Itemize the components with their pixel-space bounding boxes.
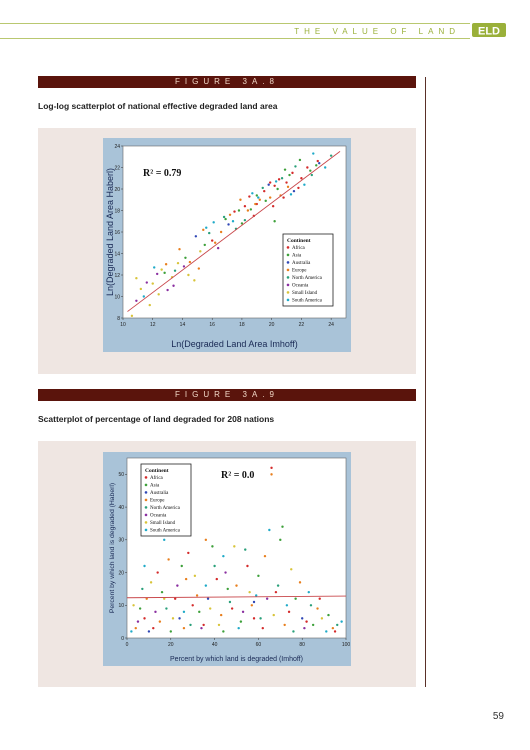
data-point: [220, 614, 222, 616]
data-point: [193, 279, 195, 281]
data-point: [172, 285, 174, 287]
data-point: [336, 624, 338, 626]
x-tick-label: 24: [328, 322, 334, 328]
data-point: [294, 598, 296, 600]
data-point: [205, 227, 207, 229]
data-point: [306, 166, 308, 168]
data-point: [174, 598, 176, 600]
data-point: [286, 604, 288, 606]
y-tick-label: 8: [117, 315, 120, 322]
data-point: [148, 630, 150, 632]
data-point: [239, 199, 241, 201]
legend-marker: [287, 246, 290, 249]
data-point: [276, 188, 278, 190]
data-point: [214, 242, 216, 244]
data-point: [185, 578, 187, 580]
legend-marker: [145, 521, 148, 524]
legend-marker: [145, 529, 148, 532]
data-point: [284, 168, 286, 170]
legend: [283, 234, 333, 306]
legend-item-label: Small Island: [150, 521, 176, 526]
legend-item-label: Europe: [292, 268, 307, 274]
data-point: [167, 558, 169, 560]
data-point: [131, 315, 133, 317]
data-point: [192, 604, 194, 606]
y-tick-label: 20: [114, 186, 120, 193]
data-point: [212, 221, 214, 223]
data-point: [265, 200, 267, 202]
y-tick-label: 0: [121, 635, 124, 642]
data-point: [198, 267, 200, 269]
data-point: [222, 630, 224, 632]
data-point: [213, 565, 215, 567]
data-point: [321, 617, 323, 619]
legend-marker: [287, 269, 290, 272]
data-point: [283, 624, 285, 626]
data-point: [273, 185, 275, 187]
data-point: [315, 164, 317, 166]
data-point: [312, 624, 314, 626]
data-point: [266, 598, 268, 600]
data-point: [153, 266, 155, 268]
legend-item-label: North America: [150, 506, 180, 511]
data-point: [143, 295, 145, 297]
data-point: [184, 257, 186, 259]
data-point: [170, 630, 172, 632]
legend-title: Continent: [287, 238, 311, 244]
figure-label-3a8: FIGURE 3A.8: [38, 76, 416, 88]
legend-marker: [145, 484, 148, 487]
data-point: [202, 229, 204, 231]
scatter-chart-percent: [103, 452, 351, 666]
data-point: [149, 304, 151, 306]
x-tick-label: 100: [341, 642, 351, 648]
data-point: [218, 624, 220, 626]
data-point: [156, 273, 158, 275]
data-point: [251, 604, 253, 606]
data-point: [244, 548, 246, 550]
data-point: [248, 591, 250, 593]
data-point: [160, 268, 162, 270]
data-point: [163, 539, 165, 541]
data-point: [273, 220, 275, 222]
data-point: [268, 529, 270, 531]
data-point: [200, 627, 202, 629]
data-point: [237, 627, 239, 629]
data-point: [292, 630, 294, 632]
legend-marker: [145, 491, 148, 494]
data-point: [259, 617, 261, 619]
data-point: [146, 281, 148, 283]
data-point: [135, 300, 137, 302]
data-point: [209, 607, 211, 609]
data-point: [256, 194, 258, 196]
legend-item-label: Australia: [150, 491, 169, 496]
data-point: [332, 627, 334, 629]
data-point: [288, 611, 290, 613]
data-point: [132, 604, 134, 606]
data-point: [340, 620, 342, 622]
data-point: [238, 209, 240, 211]
eld-logo: [472, 22, 506, 38]
data-point: [317, 160, 319, 162]
data-point: [272, 205, 274, 207]
data-point: [189, 624, 191, 626]
x-tick-label: 18: [239, 322, 245, 328]
data-point: [294, 165, 296, 167]
data-point: [275, 180, 277, 182]
data-point: [262, 627, 264, 629]
y-tick-label: 22: [114, 165, 120, 172]
data-point: [174, 270, 176, 272]
legend-item-label: Oceania: [150, 513, 167, 519]
data-point: [282, 196, 284, 198]
data-point: [301, 617, 303, 619]
data-point: [316, 607, 318, 609]
data-point: [195, 235, 197, 237]
data-point: [198, 611, 200, 613]
data-point: [189, 261, 191, 263]
data-point: [227, 223, 229, 225]
data-point: [299, 159, 301, 161]
legend-item-label: Africa: [292, 246, 305, 251]
data-point: [166, 289, 168, 291]
header-rule-bottom: [0, 38, 470, 39]
data-point: [311, 174, 313, 176]
r-squared-annotation: R² = 0.79: [143, 168, 182, 179]
data-point: [324, 166, 326, 168]
data-point: [247, 209, 249, 211]
margin-rule: [425, 77, 426, 687]
x-tick-label: 40: [211, 642, 218, 648]
data-point: [246, 565, 248, 567]
page-number: 59: [492, 711, 504, 722]
data-point: [269, 196, 271, 198]
legend-item-label: Oceania: [292, 283, 309, 289]
data-point: [235, 584, 237, 586]
data-point: [300, 177, 302, 179]
figure-caption-3a8: Log-log scatterplot of national effective degraded land area: [38, 101, 278, 111]
legend-marker: [287, 254, 290, 257]
data-point: [293, 190, 295, 192]
data-point: [139, 607, 141, 609]
data-point: [199, 250, 201, 252]
data-point: [273, 614, 275, 616]
data-point: [165, 607, 167, 609]
y-tick-label: 40: [118, 504, 124, 511]
y-tick-label: 20: [118, 570, 124, 577]
data-point: [305, 620, 307, 622]
data-point: [232, 220, 234, 222]
data-point: [242, 611, 244, 613]
data-point: [330, 154, 332, 156]
data-point: [253, 601, 255, 603]
x-tick-label: 20: [168, 642, 174, 648]
data-point: [216, 578, 218, 580]
data-point: [143, 617, 145, 619]
legend-marker: [287, 261, 290, 264]
data-point: [177, 262, 179, 264]
data-point: [259, 199, 261, 201]
data-point: [165, 263, 167, 265]
data-point: [278, 178, 280, 180]
data-point: [217, 247, 219, 249]
data-point: [154, 611, 156, 613]
data-point: [327, 614, 329, 616]
data-point: [211, 545, 213, 547]
data-point: [281, 526, 283, 528]
data-point: [202, 624, 204, 626]
data-point: [187, 552, 189, 554]
data-point: [135, 277, 137, 279]
data-point: [253, 617, 255, 619]
data-point: [285, 181, 287, 183]
data-point: [220, 231, 222, 233]
data-point: [303, 627, 305, 629]
data-point: [187, 274, 189, 276]
data-point: [207, 598, 209, 600]
data-point: [233, 545, 235, 547]
figure-caption-3a9: Scatterplot of percentage of land degraded for 208 nations: [38, 414, 275, 424]
data-point: [141, 588, 143, 590]
data-point: [224, 218, 226, 220]
data-point: [290, 568, 292, 570]
data-point: [325, 630, 327, 632]
data-point: [312, 152, 314, 154]
data-point: [157, 293, 159, 295]
data-point: [291, 172, 293, 174]
data-point: [229, 214, 231, 216]
legend-marker: [287, 291, 290, 294]
data-point: [183, 627, 185, 629]
data-point: [251, 192, 253, 194]
data-point: [334, 630, 336, 632]
data-point: [178, 248, 180, 250]
data-point: [137, 620, 139, 622]
header-rule-top: [0, 23, 470, 24]
data-point: [279, 539, 281, 541]
data-point: [178, 617, 180, 619]
x-tick-label: 12: [149, 322, 156, 328]
data-point: [176, 584, 178, 586]
x-tick-label: 0: [125, 642, 129, 648]
data-point: [161, 591, 163, 593]
legend: [141, 464, 191, 536]
data-point: [163, 272, 165, 274]
data-point: [319, 598, 321, 600]
data-point: [275, 591, 277, 593]
data-point: [254, 203, 256, 205]
y-tick-label: 10: [118, 603, 124, 610]
data-point: [270, 467, 272, 469]
data-point: [172, 617, 174, 619]
data-point: [269, 181, 271, 183]
x-axis-label: Ln(Degraded Land Area Imhoff): [171, 339, 298, 349]
x-tick-label: 20: [268, 322, 275, 328]
data-point: [257, 196, 259, 198]
legend-marker: [145, 514, 148, 517]
data-point: [244, 205, 246, 207]
y-tick-label: 12: [114, 272, 120, 279]
legend-item-label: Australia: [292, 261, 311, 266]
data-point: [250, 208, 252, 210]
data-point: [287, 186, 289, 188]
data-point: [229, 601, 231, 603]
y-tick-label: 30: [118, 537, 124, 544]
legend-marker: [287, 284, 290, 287]
data-point: [194, 575, 196, 577]
x-tick-label: 10: [120, 322, 126, 328]
y-tick-label: 50: [118, 472, 124, 479]
legend-item-label: South America: [150, 528, 180, 534]
data-point: [310, 604, 312, 606]
legend-item-label: Asia: [150, 483, 160, 489]
data-point: [318, 162, 320, 164]
y-axis-label: Ln(Degraded Land Area Haberl): [105, 167, 115, 297]
data-point: [281, 177, 283, 179]
data-point: [152, 282, 154, 284]
legend-item-label: South America: [292, 298, 322, 304]
data-point: [264, 555, 266, 557]
data-point: [211, 239, 213, 241]
data-point: [309, 170, 311, 172]
data-point: [205, 584, 207, 586]
y-axis-label: Percent by which land is degraded (Haberl): [109, 482, 116, 614]
data-point: [152, 627, 154, 629]
data-point: [303, 184, 305, 186]
y-tick-label: 10: [114, 294, 120, 301]
x-tick-label: 14: [179, 322, 186, 328]
data-point: [150, 581, 152, 583]
legend-marker: [287, 276, 290, 279]
data-point: [227, 588, 229, 590]
y-tick-label: 24: [114, 143, 120, 150]
legend-item-label: North America: [292, 276, 322, 281]
data-point: [248, 195, 250, 197]
data-point: [222, 555, 224, 557]
y-tick-label: 16: [114, 229, 120, 236]
data-point: [183, 611, 185, 613]
data-point: [223, 216, 225, 218]
data-point: [140, 288, 142, 290]
data-point: [244, 219, 246, 221]
x-tick-label: 80: [299, 642, 305, 648]
x-tick-label: 16: [209, 322, 215, 328]
data-point: [257, 575, 259, 577]
data-point: [255, 594, 257, 596]
y-tick-label: 14: [114, 251, 120, 258]
y-tick-label: 18: [114, 208, 120, 215]
legend-item-label: Africa: [150, 476, 163, 481]
data-point: [270, 473, 272, 475]
legend-item-label: Small Island: [292, 291, 318, 296]
data-point: [290, 193, 292, 195]
data-point: [205, 539, 207, 541]
legend-item-label: Asia: [292, 253, 302, 259]
r-squared-annotation: R² = 0.0: [221, 470, 255, 481]
data-point: [231, 607, 233, 609]
legend-marker: [287, 299, 290, 302]
data-point: [263, 190, 265, 192]
data-point: [267, 184, 269, 186]
data-point: [262, 187, 264, 189]
data-point: [297, 187, 299, 189]
x-axis-label: Percent by which land is degraded (Imhoff): [170, 656, 303, 663]
data-point: [156, 571, 158, 573]
data-point: [308, 591, 310, 593]
data-point: [159, 620, 161, 622]
data-point: [183, 265, 185, 267]
data-point: [135, 627, 137, 629]
data-point: [208, 232, 210, 234]
legend-title: Continent: [145, 468, 169, 474]
legend-marker: [145, 476, 148, 479]
scatter-chart-loglog: [103, 138, 351, 352]
data-point: [204, 244, 206, 246]
x-tick-label: 60: [255, 642, 262, 648]
data-point: [224, 571, 226, 573]
data-point: [130, 630, 132, 632]
data-point: [196, 594, 198, 596]
legend-marker: [145, 499, 148, 502]
data-point: [233, 210, 235, 212]
legend-marker: [145, 506, 148, 509]
figure-label-3a9: FIGURE 3A.9: [38, 389, 416, 401]
data-point: [181, 565, 183, 567]
logo-text: ELD: [478, 25, 500, 38]
data-point: [288, 174, 290, 176]
header-title: THE VALUE OF LAND: [294, 27, 460, 36]
legend-item-label: Europe: [150, 498, 165, 504]
data-point: [299, 581, 301, 583]
data-point: [240, 620, 242, 622]
x-tick-label: 22: [298, 322, 305, 328]
data-point: [277, 584, 279, 586]
data-point: [143, 565, 145, 567]
